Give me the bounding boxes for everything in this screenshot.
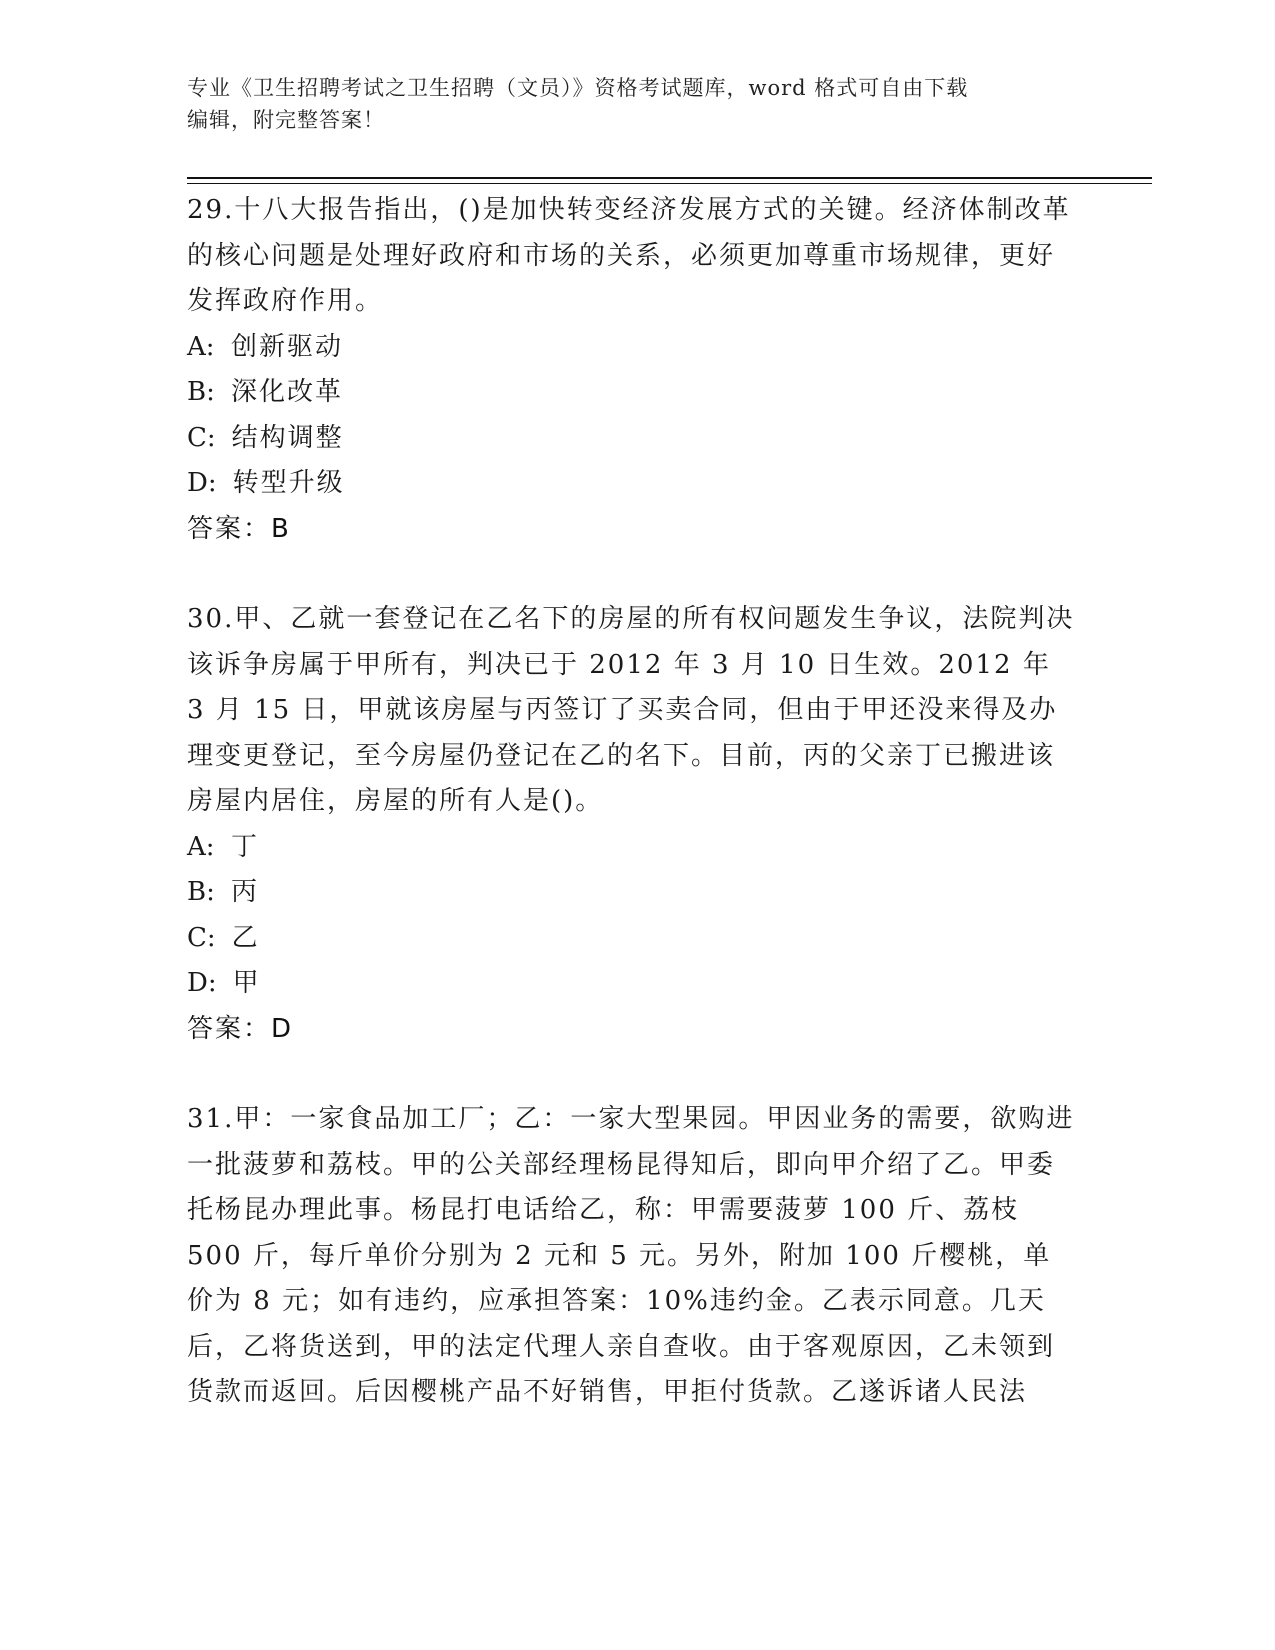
option-letter: D: bbox=[187, 468, 217, 498]
answer-label: 答案：D bbox=[187, 1013, 294, 1044]
option-letter: C: bbox=[187, 422, 216, 453]
header-line-1: 专业《卫生招聘考试之卫生招聘（文员）》资格考试题库，word 格式可自由下载 bbox=[187, 76, 969, 100]
option-d bbox=[187, 961, 1077, 1007]
header-line-2: 编辑，附完整答案！ bbox=[187, 108, 385, 132]
header-divider-thick bbox=[187, 177, 1152, 179]
question-stem: 31.甲：一家食品加工厂；乙：一家大型果园。甲因业务的需要，欲购进一批菠萝和荔枝。甲的公关部经理杨昆得知后，即向甲介绍了乙。甲委托杨昆办理此事。杨昆打电话给乙，称：甲需要菠萝 100 斤、荔枝 500 斤，每斤单价分别为 2 元和 5 元。另外，附加 100 斤樱桃，单价为 8 元；如有违约，应承担答案：10%违约金。乙表示同意。几天后，乙将货送到，甲的法定代理人亲自查收。由于客观原因，乙未领到货款而返回。后因樱桃产品不好销售，甲拒付货款。乙遂诉诸人民法 bbox=[187, 1104, 1075, 1407]
option-b bbox=[187, 370, 1077, 416]
question-31 bbox=[187, 1097, 1077, 1416]
option-letter: B: bbox=[187, 377, 215, 407]
option-c bbox=[187, 916, 1077, 962]
option-a bbox=[187, 325, 1077, 371]
option-text: 创新驱动 bbox=[231, 331, 344, 362]
option-text: 丙 bbox=[231, 877, 260, 907]
option-a bbox=[187, 825, 1077, 871]
option-text: 深化改革 bbox=[231, 377, 344, 407]
option-letter: B: bbox=[187, 877, 215, 907]
option-c bbox=[187, 416, 1077, 462]
question-29 bbox=[187, 188, 1077, 552]
header-divider-thin bbox=[187, 183, 1152, 184]
question-30 bbox=[187, 597, 1077, 1052]
option-letter: A: bbox=[187, 831, 215, 862]
answer-label: 答案：B bbox=[187, 513, 291, 544]
option-text: 转型升级 bbox=[232, 468, 345, 498]
option-text: 甲 bbox=[232, 968, 261, 998]
option-b bbox=[187, 870, 1077, 916]
option-text: 结构调整 bbox=[231, 422, 344, 453]
question-stem: 29.十八大报告指出，()是加快转变经济发展方式的关键。经济体制改革的核心问题是处理好政府和市场的关系，必须更加尊重市场规律，更好发挥政府作用。 bbox=[187, 195, 1071, 316]
option-letter: D: bbox=[187, 968, 217, 998]
question-stem: 30.甲、乙就一套登记在乙名下的房屋的所有权问题发生争议，法院判决该诉争房属于甲所有，判决已于 2012 年 3 月 10 日生效。2012 年 3 月 15 日，甲就该房屋与丙签订了买卖合同，但由于甲还没来得及办理变更登记，至今房屋仍登记在乙的名下。目前，丙的父亲丁已搬进该房屋内居住，房屋的所有人是()。 bbox=[187, 604, 1075, 816]
option-letter: C: bbox=[187, 922, 216, 953]
option-letter: A: bbox=[187, 331, 215, 362]
option-text: 乙 bbox=[231, 922, 260, 953]
question-spacer bbox=[187, 1052, 1077, 1097]
document-header bbox=[187, 72, 1067, 136]
option-d bbox=[187, 461, 1077, 507]
question-spacer bbox=[187, 552, 1077, 597]
option-text: 丁 bbox=[231, 831, 260, 862]
question-list bbox=[187, 188, 1077, 1416]
